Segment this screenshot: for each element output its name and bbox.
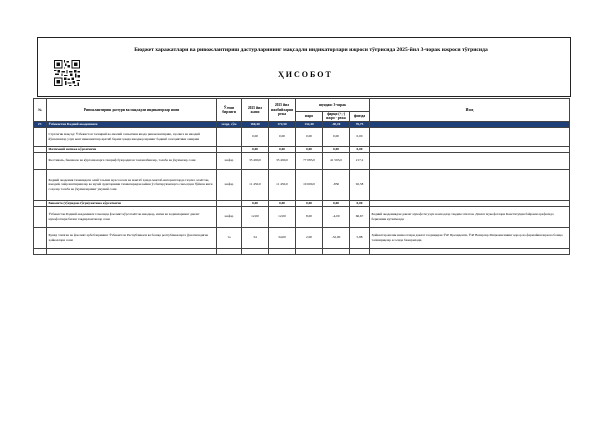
cell-note xyxy=(370,169,570,200)
cell-plan-period: 0,00 xyxy=(269,146,296,152)
report-title: Бюджет харажатлари ва ривожлантириш дастурларининг мақсадли индикаторлари ижроси тўғрисида 2025-йил 3-чорак ижроси тўғрисида xyxy=(134,47,488,53)
cell-plan-year: 11 450,0 xyxy=(242,169,269,200)
cell-pct: 92,58 xyxy=(350,169,370,200)
col-plan-year-header: 2025 йил жами xyxy=(242,99,269,122)
cell-unit: млрд. сўм xyxy=(217,121,242,127)
cell-diff: 41 593,0 xyxy=(323,152,350,169)
cell-fact: 10 600,0 xyxy=(296,169,323,200)
cell-pct: 217,2 xyxy=(350,152,370,169)
cell-diff: 0,00 xyxy=(323,146,350,152)
cell-diff: -850 xyxy=(323,169,350,200)
cell-note xyxy=(370,127,570,146)
table-header-row xyxy=(34,99,570,112)
cell-plan-year: 0,00 xyxy=(242,146,269,152)
table-row xyxy=(34,152,570,169)
cell-name: Бадиий академия тизимидаги олий таълим муассасаси ва мактаб ҳамда мактаб-интернатларда таҳсил олаётган, ижодий, хайрлаштиришлар ва музей аудиторияни тизимларидан кейин ўз битирувчиларга санъатдан бўйича янги соҳалар талаба ва ўқувчиларнинг умумий сони xyxy=(47,169,217,200)
report-heading: ҲИСОБОТ xyxy=(278,70,333,79)
cell-no xyxy=(34,206,47,227)
cell-pct: 66,67 xyxy=(350,206,370,227)
cell-unit: та xyxy=(217,227,242,248)
cell-no xyxy=(34,127,47,146)
cell-plan-year: 0,00 xyxy=(242,200,269,206)
cell-note: Ҳайкалтарошлик иншоотлари давлат тасдиқидан ЎзР Президенти, ЎзР Вазирлар Маҳкамасининг қарор ва фармойишлари ва бошқа топшириқлар асосида бажарилади. xyxy=(370,227,570,248)
cell-plan-period: 12,00 xyxy=(269,206,296,227)
table-row xyxy=(34,127,570,146)
indicators-table xyxy=(33,98,570,255)
table-row xyxy=(34,227,570,248)
col-name-header: Ривожлантириш дастури ва мақсадли индикаторлар номи xyxy=(47,99,217,122)
cell-pct: 0,00 xyxy=(350,200,370,206)
table-row-empty xyxy=(34,248,570,254)
cell-empty xyxy=(350,248,370,254)
cell-fact: 2,00 xyxy=(296,227,323,248)
cell-plan-year: 34 xyxy=(242,227,269,248)
cell-empty xyxy=(217,248,242,254)
col-note-header: Изоҳ xyxy=(370,99,570,122)
cell-empty xyxy=(370,248,570,254)
cell-unit: нафар xyxy=(217,169,242,200)
col-diff-header: фарқи (+,-) ижро - режа xyxy=(323,112,350,122)
col-unit-header: Ўлчов бирлиги xyxy=(217,99,242,122)
cell-diff: 0,00 xyxy=(323,127,350,146)
cell-name: Бевосита (тўғридан-тўғри) натижа кўрсаткичи xyxy=(47,200,217,206)
cell-diff: -4,00 xyxy=(323,206,350,227)
cell-fact: 8,00 xyxy=(296,206,323,227)
cell-unit xyxy=(217,127,242,146)
qr-code-icon xyxy=(54,60,80,86)
cell-plan-year: 0,00 xyxy=(242,127,269,146)
cell-plan-period: 34,00 xyxy=(269,227,296,248)
cell-unit: нафар xyxy=(217,206,242,227)
cell-pct: 5,88 xyxy=(350,227,370,248)
cell-pct: 0,00 xyxy=(350,146,370,152)
cell-diff: -40,10 xyxy=(323,121,350,127)
cell-name: Фестиваль, биеннале ва кўргазмаларга ташриф буюрадиган томошабинлар, талаба ва ўқувчилар сони xyxy=(47,152,217,169)
cell-plan-period: 11 450,0 xyxy=(269,169,296,200)
cell-empty xyxy=(34,248,47,254)
cell-plan-period: 35 490,0 xyxy=(269,152,296,169)
cell-note xyxy=(370,152,570,169)
cell-fact: 77 083,0 xyxy=(296,152,323,169)
cell-plan-period: 0,00 xyxy=(269,200,296,206)
report-header-frame xyxy=(37,37,571,97)
cell-pct: 76,75 xyxy=(350,121,370,127)
cell-no xyxy=(34,227,47,248)
table-row xyxy=(34,206,570,227)
cell-name: Стратегик мақсад: Ўзбекистон тасвирий ва амалий санъатини янада ривожлантириш, аҳолига ва ижодий йўналишлар учун кенг имкониятлар яратиб бериш ҳамда ижодкорларнинг бадиий салоҳиятини ошириш xyxy=(47,127,217,146)
cell-empty xyxy=(323,248,350,254)
col-group-header: шундан: 3-чорак xyxy=(296,99,370,112)
cell-plan-year: 35 490,0 xyxy=(242,152,269,169)
cell-no xyxy=(34,152,47,169)
cell-empty xyxy=(242,248,269,254)
cell-name: Ўзбекистон Бадиий академияси xyxy=(47,121,217,127)
cell-diff: -32,00 xyxy=(323,227,350,248)
cell-empty xyxy=(47,248,217,254)
cell-name: Ўзбекистон Бадиий академияси томонида фаолият кўрсатаётган ижодкор, ишчи ва ходимларнинг давлат мукофотлари билан тақдирланганлар сони xyxy=(47,206,217,227)
cell-name: Бунёд этилган ва фаолият арбобларининг Ўзбекистон Республикаси ва бошқа республикаларга ўрнатиладиган ҳайкаллари сони xyxy=(47,227,217,248)
cell-pct: 0,00 xyxy=(350,127,370,146)
cell-note: Бадиий академиядан давлат мукофоти учун номзодлар тақдим этилган. Давлат мукофотлари Конституция байрами арафасида берилиши кутилмоқда xyxy=(370,206,570,227)
cell-fact: 0,00 xyxy=(296,200,323,206)
col-plan-period-header: 2025 йил ижобийларни режа xyxy=(269,99,296,122)
col-pct-header: фоизда xyxy=(350,112,370,122)
col-no-header: № xyxy=(34,99,47,122)
cell-plan-year: 160,40 xyxy=(242,121,269,127)
cell-diff: 0,00 xyxy=(323,200,350,206)
cell-fact: 0,00 xyxy=(296,146,323,152)
cell-name: Ижтимоий натижа кўрсаткичи xyxy=(47,146,217,152)
table-body xyxy=(34,121,570,254)
cell-empty xyxy=(296,248,323,254)
cell-no: 27. xyxy=(34,121,47,127)
cell-unit: нафар xyxy=(217,152,242,169)
cell-plan-year: 12,00 xyxy=(242,206,269,227)
cell-plan-period: 172,50 xyxy=(269,121,296,127)
cell-plan-period: 0,00 xyxy=(269,127,296,146)
cell-no xyxy=(34,169,47,200)
col-fact-header: ижро xyxy=(296,112,323,122)
table-row xyxy=(34,169,570,200)
cell-fact: 132,40 xyxy=(296,121,323,127)
cell-fact: 0,00 xyxy=(296,127,323,146)
cell-empty xyxy=(269,248,296,254)
